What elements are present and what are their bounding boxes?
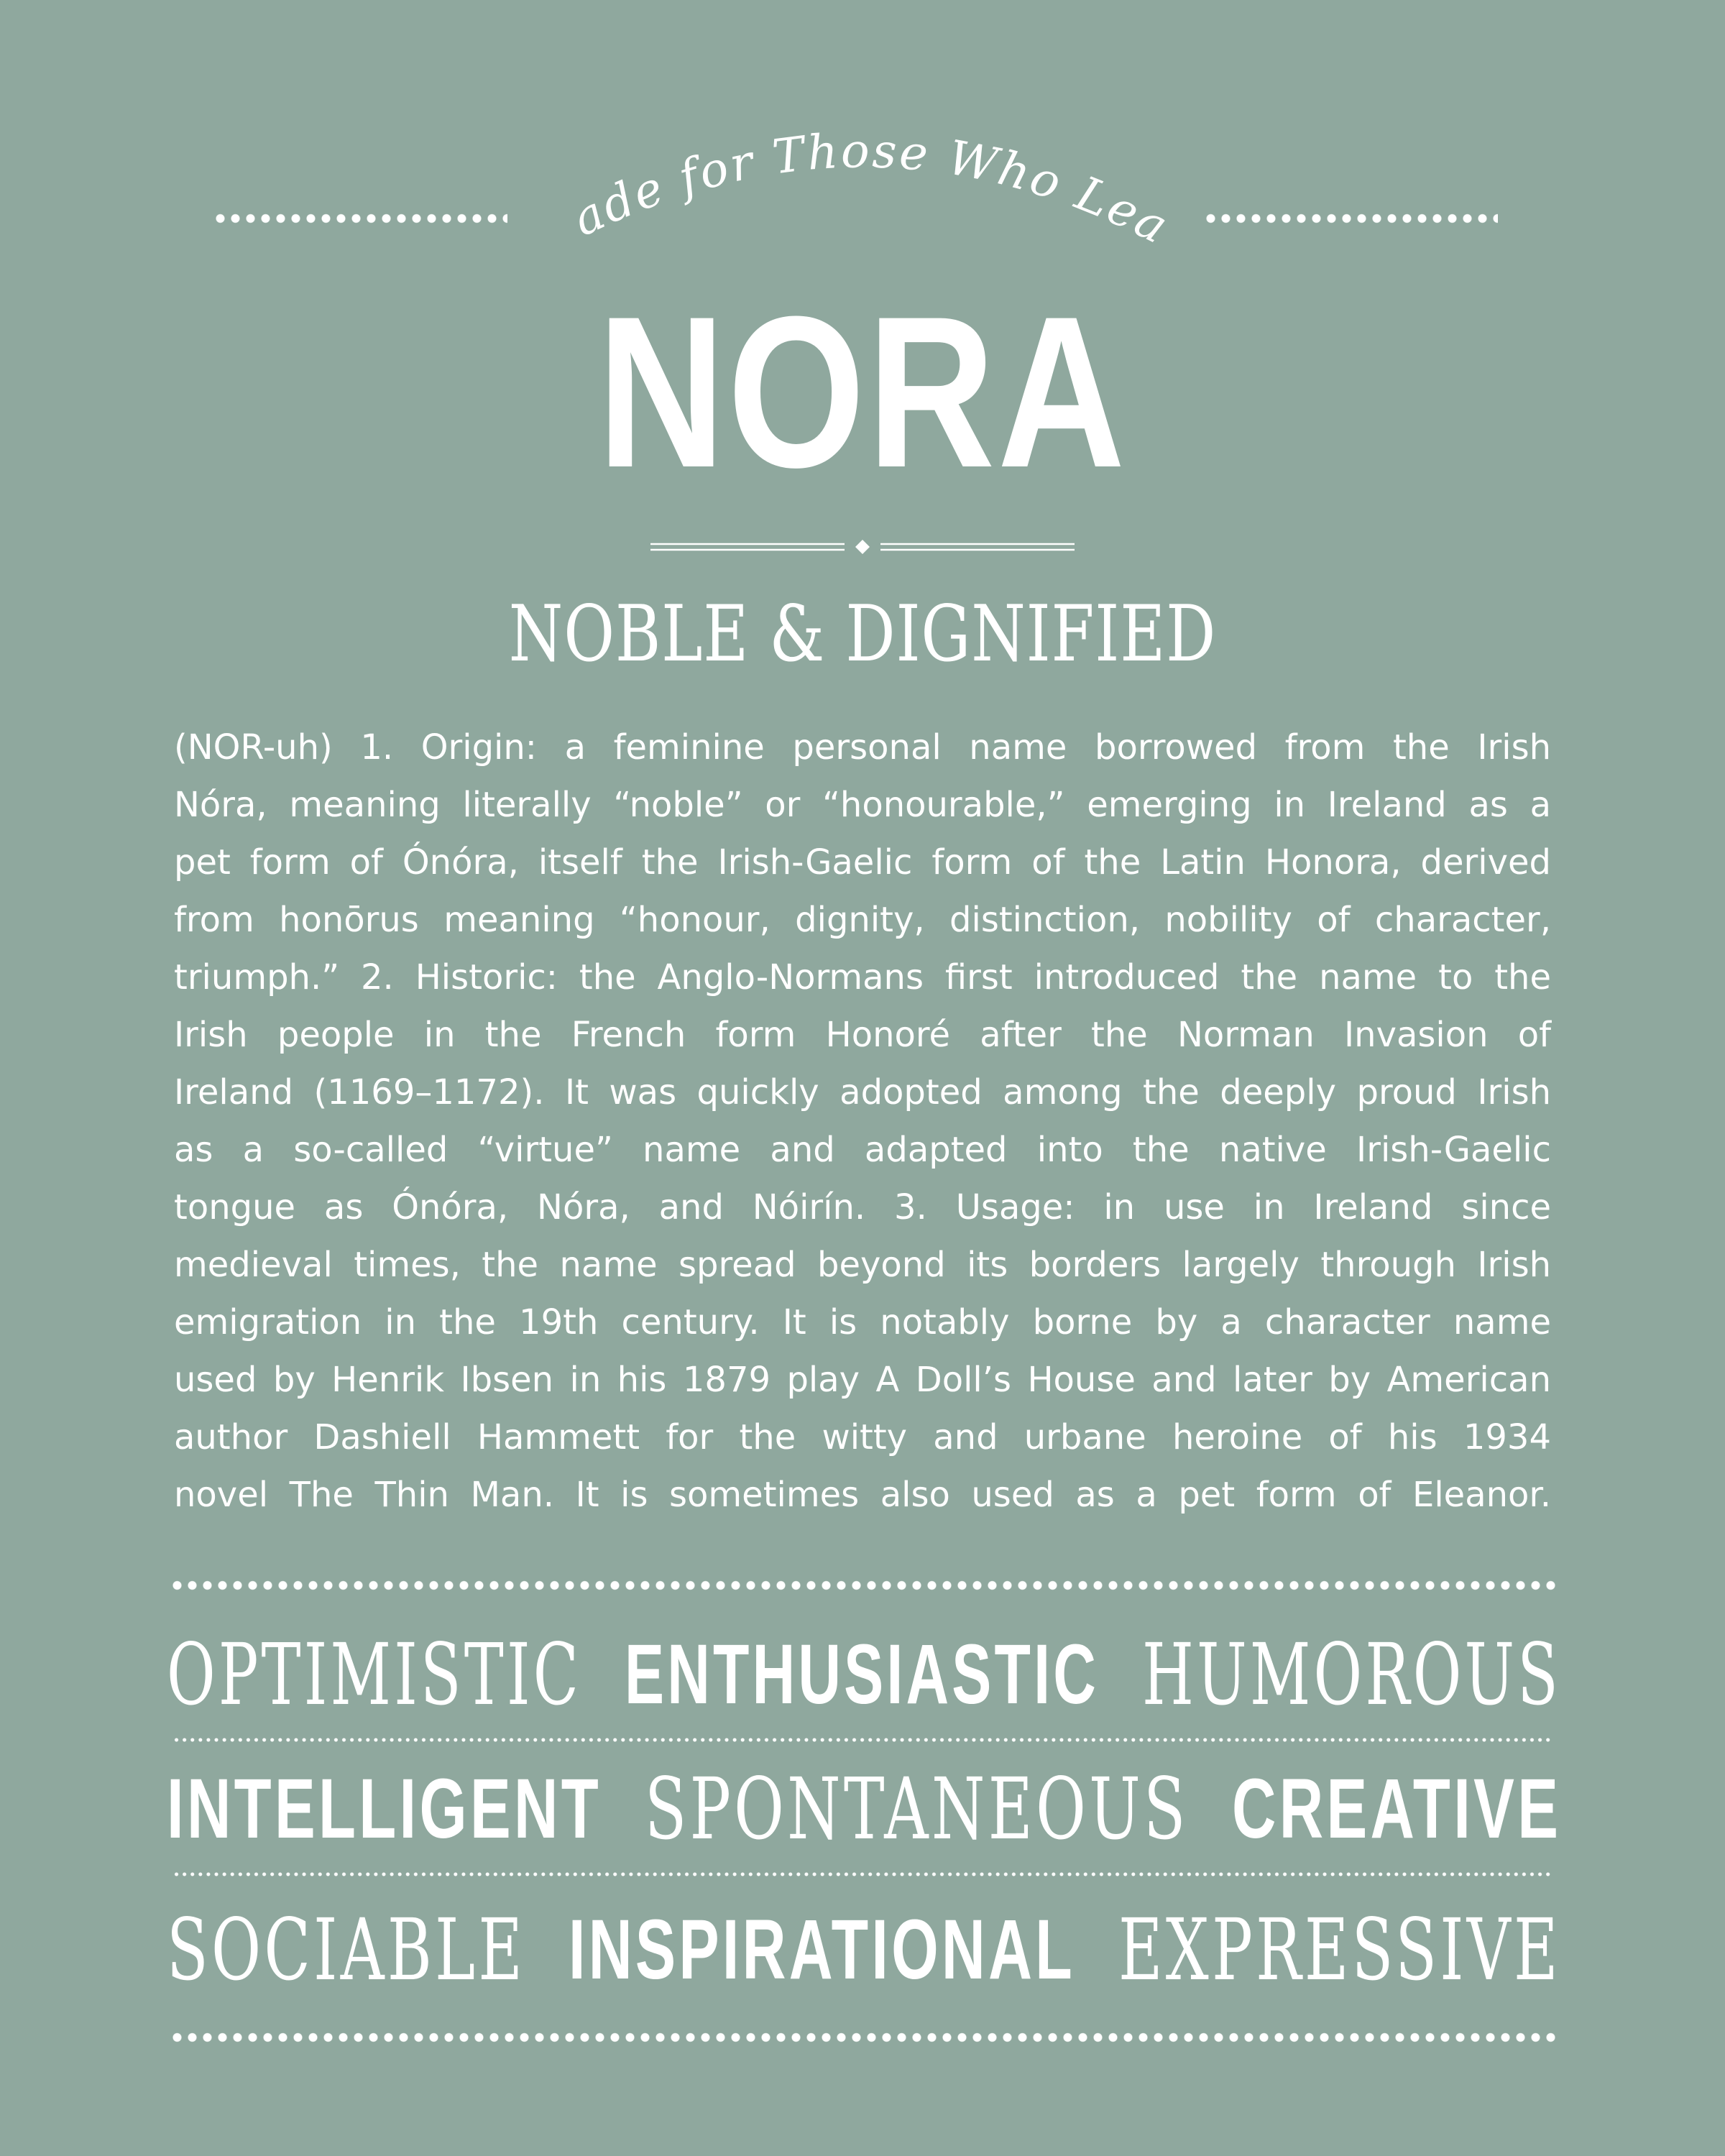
traits-row-1 bbox=[167, 1625, 1562, 1724]
traits-row-2 bbox=[167, 1759, 1562, 1858]
definition-line: as a so-called “virtue” name and adapted into the native Irish-Gaelic bbox=[174, 1130, 1551, 1170]
trait-word: OPTIMISTIC bbox=[167, 1625, 582, 1724]
definition-line: Irish people in the French form Honoré after the Norman Invasion of bbox=[174, 1015, 1551, 1055]
definition-text bbox=[174, 719, 1551, 1524]
trait-word: SPONTANEOUS bbox=[645, 1759, 1189, 1858]
definition-line: Nóra, meaning literally “noble” or “honourable,” emerging in Ireland as a bbox=[174, 785, 1551, 825]
diamond-divider bbox=[650, 536, 1075, 558]
trait-word: HUMOROUS bbox=[1142, 1625, 1562, 1724]
definition-line: pet form of Ónóra, itself the Irish-Gaelic form of the Latin Honora, derived bbox=[174, 842, 1551, 883]
top-right-dotted-rule bbox=[1203, 213, 1498, 224]
trait-word: INSPIRATIONAL bbox=[569, 1902, 1076, 1997]
traits-divider-2 bbox=[172, 1872, 1552, 1876]
definition-line: author Dashiell Hammett for the witty and urbane heroine of his 1934 bbox=[174, 1417, 1551, 1457]
definition-line: triumph.” 2. Historic: the Anglo-Normans first introduced the name to the bbox=[174, 957, 1551, 998]
definition-line: novel The Thin Man. It is sometimes also used as a pet form of Eleanor. bbox=[174, 1475, 1551, 1515]
definition-line: used by Henrik Ibsen in his 1879 play A Doll’s House and later by American bbox=[174, 1360, 1551, 1400]
diamond-icon bbox=[855, 540, 870, 554]
trait-word: INTELLIGENT bbox=[167, 1761, 602, 1856]
top-left-dotted-rule bbox=[213, 213, 507, 224]
traits-divider-1 bbox=[172, 1738, 1552, 1742]
definition-line: (NOR-uh) 1. Origin: a feminine personal name borrowed from the Irish bbox=[174, 727, 1551, 768]
definition-line: Ireland (1169–1172). It was quickly adopted among the deeply proud Irish bbox=[174, 1072, 1551, 1112]
trait-word: ENTHUSIASTIC bbox=[625, 1627, 1100, 1722]
definition-line: from honōrus meaning “honour, dignity, distinction, nobility of character, bbox=[174, 900, 1551, 940]
name-title: NORA bbox=[597, 271, 1128, 512]
trait-word: SOCIABLE bbox=[167, 1900, 526, 1999]
tagline-arc bbox=[503, 108, 1222, 287]
trait-word: EXPRESSIVE bbox=[1118, 1900, 1562, 1999]
meaning-subtitle: NOBLE & DIGNIFIED bbox=[508, 589, 1217, 679]
tagline: ade for Those Who Lea bbox=[564, 123, 1179, 256]
trait-word: CREATIVE bbox=[1231, 1761, 1562, 1856]
bottom-dotted-rule bbox=[170, 2032, 1560, 2043]
definition-line: medieval times, the name spread beyond its borders largely through Irish bbox=[174, 1245, 1551, 1285]
traits-top-dotted-rule bbox=[170, 1580, 1560, 1591]
definition-line: tongue as Ónóra, Nóra, and Nóirín. 3. Usage: in use in Ireland since bbox=[174, 1187, 1551, 1227]
definition-line: emigration in the 19th century. It is notably borne by a character name bbox=[174, 1302, 1551, 1342]
traits-row-3 bbox=[167, 1900, 1562, 1999]
